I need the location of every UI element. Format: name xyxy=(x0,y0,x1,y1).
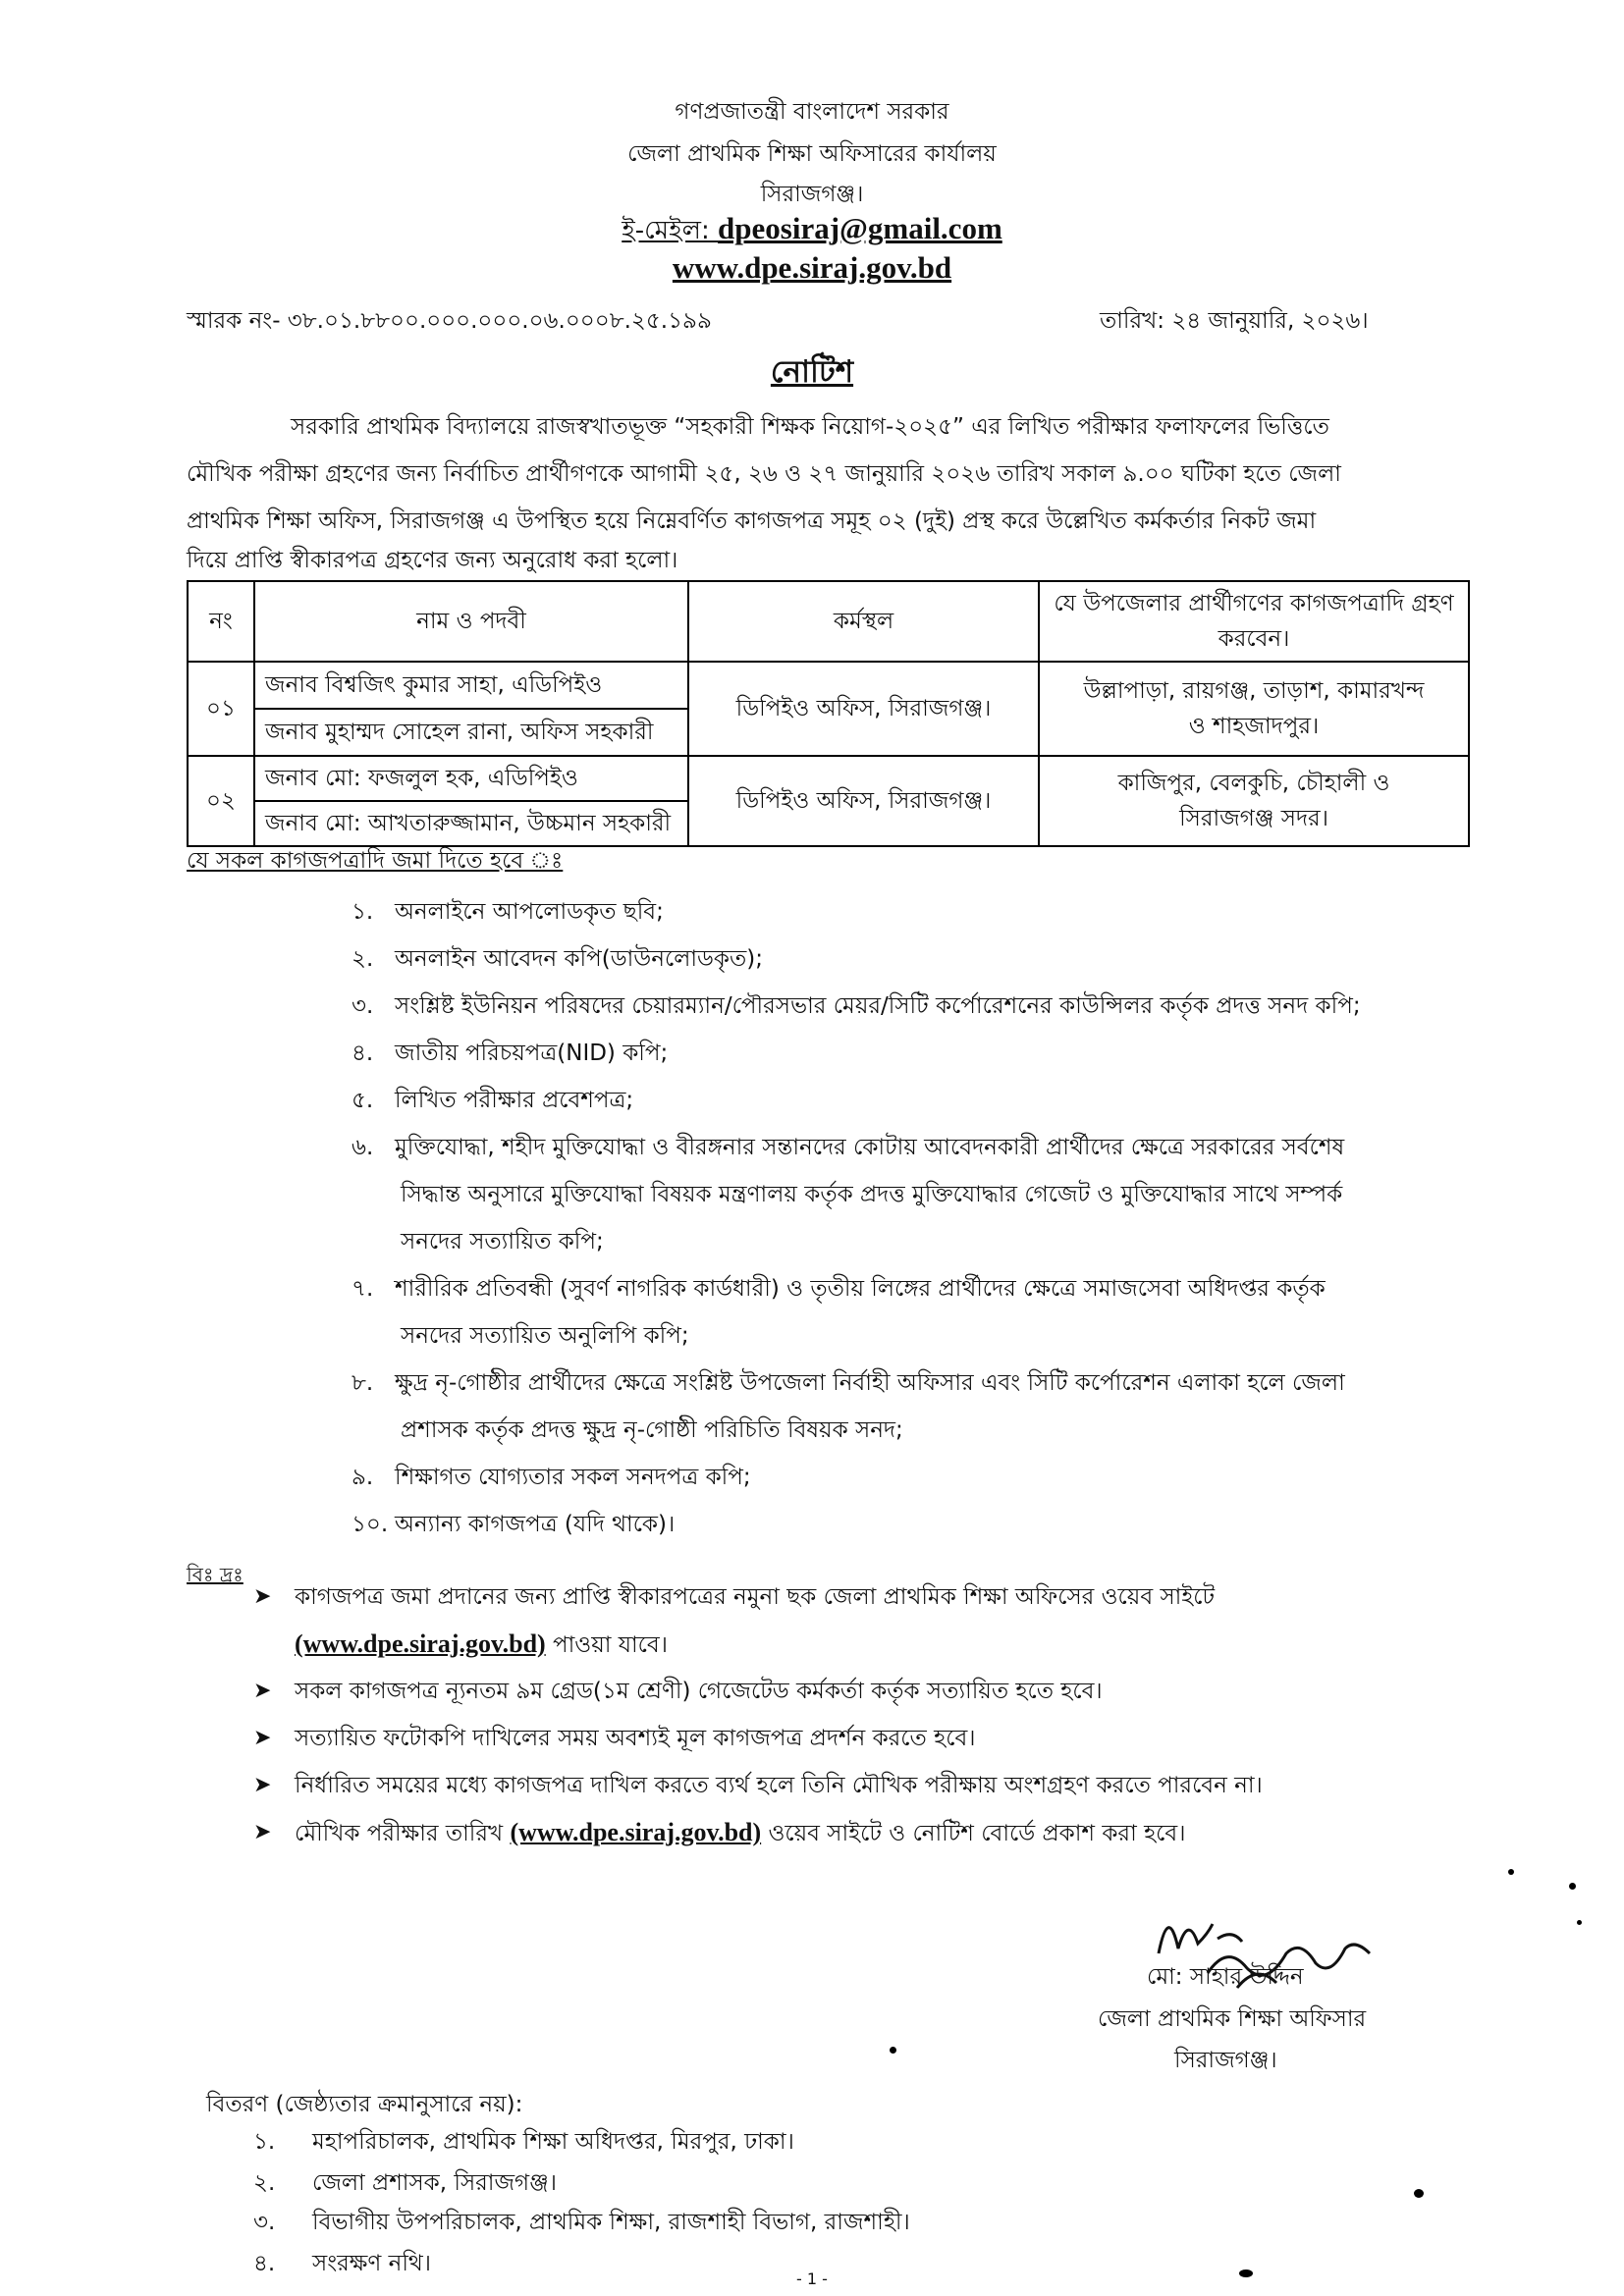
note-item: কাগজপত্র জমা প্রদানের জন্য প্রাপ্তি স্বীকারপত্রের নমুনা ছক জেলা প্রাথমিক শিক্ষা অফিসের ওয়েব সাইটে xyxy=(295,1584,1216,1610)
officer-workplace: ডিপিইও অফিস, সিরাজগঞ্জ। xyxy=(688,662,1039,756)
note-item-continuation: (www.dpe.siraj.gov.bd) পাওয়া যাবে। xyxy=(295,1629,668,1658)
intro-line-3: প্রাথমিক শিক্ষা অফিস, সিরাজগঞ্জ এ উপস্থিত হয়ে নিম্নেবর্ণিত কাগজপত্র সমূহ ০২ (দুই) প্রস্থ করে উল্লেখিত কর্মকর্তার নিকট জমা xyxy=(187,508,1317,534)
note-item: নির্ধারিত সময়ের মধ্যে কাগজপত্র দাখিল করতে ব্যর্থ হলে তিনি মৌখিক পরীক্ষায় অংশগ্রহণ করতে পারবেন না। xyxy=(295,1773,1263,1798)
distribution-item: ২. জেলা প্রশাসক, সিরাজগঞ্জ। xyxy=(253,2170,558,2196)
page-number: - 1 - xyxy=(796,2269,828,2288)
signatory-title: জেলা প্রাথমিক শিক্ষা অফিসার xyxy=(1098,2006,1367,2032)
list-item: ৫. লিখিত পরীক্ষার প্রবেশপত্র; xyxy=(352,1088,634,1113)
website-link[interactable]: www.dpe.siraj.gov.bd xyxy=(672,250,952,285)
scan-speck xyxy=(1569,1883,1576,1890)
email-link[interactable]: dpeosiraj@gmail.com xyxy=(718,211,1002,245)
scan-speck xyxy=(1239,2269,1253,2277)
list-item: ৮. ক্ষুদ্র নৃ-গোষ্ঠীর প্রার্থীদের ক্ষেত্রে সংশ্লিষ্ট উপজেলা নির্বাহী অফিসার এবং সিটি কর্পোরেশন এলাকা হলে জেলা xyxy=(352,1370,1345,1396)
list-item-continuation: প্রশাসক কর্তৃক প্রদত্ত ক্ষুদ্র নৃ-গোষ্ঠী পরিচিতি বিষয়ক সনদ; xyxy=(401,1417,903,1443)
list-item: ৩. সংশ্লিষ্ট ইউনিয়ন পরিষদের চেয়ারম্যান/পৌরসভার মেয়র/সিটি কর্পোরেশনের কাউন্সিলর কর্তৃক প্রদত্ত সনদ কপি; xyxy=(352,993,1361,1019)
distribution-item: ১. মহাপরিচালক, প্রাথমিক শিক্ষা অধিদপ্তর, মিরপুর, ঢাকা। xyxy=(253,2129,794,2155)
table-header-cell: নাম ও পদবী xyxy=(254,581,688,662)
scan-speck xyxy=(1577,1920,1582,1925)
intro-line-1: সরকারি প্রাথমিক বিদ্যালয়ে রাজস্বখাতভূক্ত “সহকারী শিক্ষক নিয়োগ-২০২৫” এর লিখিত পরীক্ষার ফলাফলের ভিত্তিতে xyxy=(291,414,1329,440)
distribution-item: ৪. সংরক্ষণ নথি। xyxy=(253,2251,432,2276)
memo-date: তারিখ: ২৪ জানুয়ারি, ২০২৬। xyxy=(1100,308,1369,334)
table-header-cell: কর্মস্থল xyxy=(688,581,1039,662)
list-item: ৪. জাতীয় পরিচয়পত্র(NID) কপি; xyxy=(352,1041,669,1066)
docs-heading-wrap xyxy=(187,842,563,881)
arrow-bullet-icon: ➤ xyxy=(253,1820,272,1844)
officer-table xyxy=(187,580,1470,847)
note-item: মৌখিক পরীক্ষার তারিখ (www.dpe.siraj.gov.bd) ওয়েব সাইটে ও নোটিশ বোর্ডে প্রকাশ করা হবে। xyxy=(295,1818,1186,1846)
scan-speck xyxy=(1414,2189,1424,2198)
officer-name: জনাব বিশ্বজিৎ কুমার সাহা, এডিপিইও xyxy=(254,662,688,709)
email-line xyxy=(0,208,1624,251)
office-location-line: সিরাজগঞ্জ। xyxy=(760,182,864,207)
intro-line-2: মৌখিক পরীক্ষা গ্রহণের জন্য নির্বাচিত প্রার্থীগণকে আগামী ২৫, ২৬ ও ২৭ জানুয়ারি ২০২৬ তারিখ সকাল ৯.০০ ঘটিকা হতে জেলা xyxy=(187,461,1341,487)
arrow-bullet-icon: ➤ xyxy=(253,1773,272,1797)
list-item-continuation: সনদের সত্যায়িত অনুলিপি কপি; xyxy=(401,1323,689,1349)
distribution-item: ৩. বিভাগীয় উপপরিচালক, প্রাথমিক শিক্ষা, রাজশাহী বিভাগ, রাজশাহী। xyxy=(253,2210,910,2235)
website-link[interactable]: (www.dpe.siraj.gov.bd) xyxy=(295,1629,546,1658)
arrow-bullet-icon: ➤ xyxy=(253,1584,272,1609)
table-row xyxy=(188,756,1469,801)
website-line xyxy=(0,247,1624,294)
list-item-continuation: সনদের সত্যায়িত কপি; xyxy=(401,1229,604,1255)
note-item: সত্যায়িত ফটোকপি দাখিলের সময় অবশ্যই মূল কাগজপত্র প্রদর্শন করতে হবে। xyxy=(295,1726,976,1751)
list-item-continuation: সিদ্ধান্ত অনুসারে মুক্তিযোদ্ধা বিষয়ক মন্ত্রণালয় কর্তৃক প্রদত্ত মুক্তিযোদ্ধার গেজেট ও মুক্তিযোদ্ধার সাথে সম্পর্ক xyxy=(401,1182,1343,1207)
officer-name: জনাব মুহাম্মদ সোহেল রানা, অফিস সহকারী xyxy=(254,709,688,756)
distribution-heading: বিতরণ (জেষ্ঠ্যতার ক্রমানুসারে নয়): xyxy=(206,2092,523,2117)
list-item: ১০. অন্যান্য কাগজপত্র (যদি থাকে)। xyxy=(352,1512,676,1537)
signatory-name: মো: সাহার উদ্দিন xyxy=(1147,1964,1304,1990)
row-number: ০১ xyxy=(188,662,254,756)
nb-label: বিঃ দ্রঃ xyxy=(187,1563,244,1586)
officer-name: জনাব মো: ফজলুল হক, এডিপিইও xyxy=(254,756,688,801)
nb-label-wrap xyxy=(187,1561,244,1593)
list-item: ৬. মুক্তিযোদ্ধা, শহীদ মুক্তিযোদ্ধা ও বীরঙ্গনার সন্তানদের কোটায় আবেদনকারী প্রার্থীদের ক্ষেত্রে সরকারের সর্বশেষ xyxy=(352,1135,1345,1160)
list-item: ৯. শিক্ষাগত যোগ্যতার সকল সনদপত্র কপি; xyxy=(352,1465,751,1490)
email-label: ই-মেইল: xyxy=(622,216,719,245)
docs-heading: যে সকল কাগজপত্রাদি জমা দিতে হবে ঃ xyxy=(187,848,564,874)
memo-reference: স্মারক নং- ৩৮.০১.৮৮০০.০০০.০০০.০৬.০০০৮.২৫.১৯৯ xyxy=(187,308,712,334)
upazila-list: উল্লাপাড়া, রায়গঞ্জ, তাড়াশ, কামারখন্দ ও শাহজাদপুর। xyxy=(1039,662,1469,756)
list-item: ১. অনলাইনে আপলোডকৃত ছবি; xyxy=(352,899,664,925)
signatory-place: সিরাজগঞ্জ। xyxy=(1174,2048,1277,2073)
notice-title: নোটিশ xyxy=(770,354,854,390)
table-header-row xyxy=(188,581,1469,662)
list-item: ৭. শারীরিক প্রতিবন্ধী (সুবর্ণ নাগরিক কার্ডধারী) ও তৃতীয় লিঙ্গের প্রার্থীদের ক্ষেত্রে সমাজসেবা অধিদপ্তর কর্তৃক xyxy=(352,1276,1326,1302)
office-name-line: জেলা প্রাথমিক শিক্ষা অফিসারের কার্যালয় xyxy=(627,141,997,167)
table-row xyxy=(188,662,1469,709)
intro-line-4: দিয়ে প্রাপ্তি স্বীকারপত্র গ্রহণের জন্য অনুরোধ করা হলো। xyxy=(187,548,678,573)
table-header-cell: নং xyxy=(188,581,254,662)
scan-speck xyxy=(1508,1869,1514,1875)
officer-workplace: ডিপিইও অফিস, সিরাজগঞ্জ। xyxy=(688,756,1039,846)
row-number: ০২ xyxy=(188,756,254,846)
website-link[interactable]: (www.dpe.siraj.gov.bd) xyxy=(510,1818,762,1846)
officer-name: জনাব মো: আখতারুজ্জামান, উচ্চমান সহকারী xyxy=(254,801,688,846)
arrow-bullet-icon: ➤ xyxy=(253,1679,272,1703)
arrow-bullet-icon: ➤ xyxy=(253,1726,272,1750)
upazila-list: কাজিপুর, বেলকুচি, চৌহালী ও সিরাজগঞ্জ সদর। xyxy=(1039,756,1469,846)
note-item: সকল কাগজপত্র ন্যূনতম ৯ম গ্রেড(১ম শ্রেণী) গেজেটেড কর্মকর্তা কর্তৃক সত্যায়িত হতে হবে। xyxy=(295,1679,1103,1704)
notice-title-wrap xyxy=(0,348,1624,400)
scan-speck xyxy=(890,2047,896,2054)
table-header-cell: যে উপজেলার প্রার্থীগণের কাগজপত্রাদি গ্রহণ করবেন। xyxy=(1039,581,1469,662)
list-item: ২. অনলাইন আবেদন কপি(ডাউনলোডকৃত); xyxy=(352,946,763,972)
office-govt-line: গণপ্রজাতন্ত্রী বাংলাদেশ সরকার xyxy=(675,99,949,125)
